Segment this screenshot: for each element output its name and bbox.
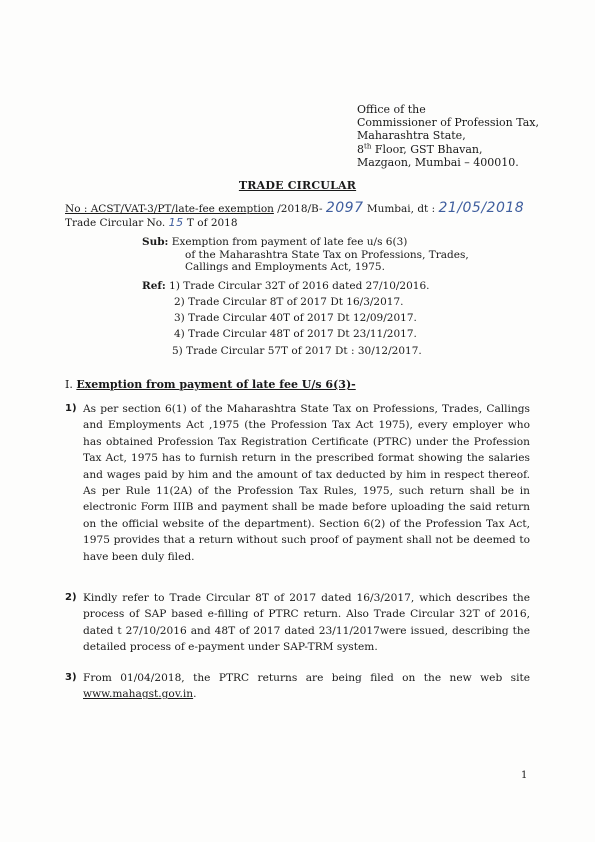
- reference-item: 2) Trade Circular 8T of 2017 Dt 16/3/2017.: [174, 296, 404, 308]
- office-line-5: Mazgaon, Mumbai – 400010.: [357, 155, 519, 169]
- place-label: Mumbai, dt :: [363, 203, 439, 215]
- paragraph-text: As per section 6(1) of the Maharashtra State Tax on Professions, Trades, Callings and Employments Act ,1975 (the Profession Tax Act 1975), every employer who has obtained Profession Tax Registration Certificate (PTRC) under the Profession Tax Act, 1975 has to furnish return in the prescribed format showing the salaries and wages paid by him and the amount of tax deducted by him in respect thereof. As per Rule 11(2A) of the Profession Tax Rules, 1975, such return shall be in electronic Form IIIB and payment shall be made before uploading the said return on the official website of the department). Section 6(2) of the Profession Tax Act, 1975 provides that a return without such proof of payment shall not be deemed to have been duly filed.: [83, 403, 530, 563]
- paragraph-text: Kindly refer to Trade Circular 8T of 2017 dated 16/3/2017, which describes the process of SAP based e-filling of PTRC return. Also Trade Circular 32T of 2016, dated t 27/10/2016 and 48T of 2017 dated 23/11/2017were issued, describing the detailed process of e-payment under SAP-TRM system.: [83, 592, 530, 654]
- reference-item: 4) Trade Circular 48T of 2017 Dt 23/11/2017.: [174, 328, 417, 340]
- subject-line-2: of the Maharashtra State Tax on Professions, Trades,: [185, 248, 469, 261]
- handwritten-date: 21/05/2018: [438, 200, 525, 216]
- paragraph-3: [65, 670, 530, 703]
- circular-number-line: Trade Circular No. 15 T of 2018: [65, 216, 238, 229]
- circular-title: TRADE CIRCULAR: [238, 179, 357, 192]
- reference-item: Ref: 1) Trade Circular 32T of 2016 dated 27/10/2016.: [142, 280, 430, 292]
- office-line-1: Office of the: [357, 103, 426, 116]
- website-link[interactable]: www.mahagst.gov.in: [83, 688, 194, 701]
- reference-item: 5) Trade Circular 57T of 2017 Dt : 30/12/2017.: [172, 345, 422, 357]
- office-line-3: Maharashtra State,: [357, 129, 466, 143]
- ref-number-label: No : ACST/VAT-3/PT/late-fee exemption: [65, 203, 274, 215]
- section-heading: I. Exemption from payment of late fee U/s 6(3)-: [65, 378, 356, 391]
- paragraph-text: From 01/04/2018, the PTRC returns are being filed on the new web site www.mahagst.gov.in.: [83, 672, 530, 701]
- handwritten-circular-number: 15: [168, 216, 184, 229]
- paragraph-number: 1): [65, 403, 77, 414]
- paragraph-1: [65, 401, 530, 565]
- paragraph-number: 3): [65, 672, 77, 683]
- subject-label: Sub:: [142, 236, 169, 248]
- subject-line-3: Callings and Employments Act, 1975.: [185, 261, 385, 273]
- paragraph-number: 2): [65, 592, 77, 603]
- reference-item: 3) Trade Circular 40T of 2017 Dt 12/09/2017.: [174, 312, 417, 324]
- reference-number-line: [65, 200, 524, 216]
- office-address: [357, 103, 539, 169]
- paragraph-2: [65, 590, 530, 656]
- references-label: Ref:: [142, 280, 166, 292]
- page-number: 1: [521, 770, 528, 781]
- office-line-4: 8th Floor, GST Bhavan,: [357, 141, 483, 156]
- office-line-2: Commissioner of Profession Tax,: [357, 116, 540, 130]
- subject-block: [142, 236, 469, 274]
- handwritten-ref-number: 2097: [325, 200, 364, 216]
- ref-number-middle: /2018/B-: [273, 203, 326, 215]
- subject-line-1: Exemption from payment of late fee u/s 6(3): [168, 236, 408, 248]
